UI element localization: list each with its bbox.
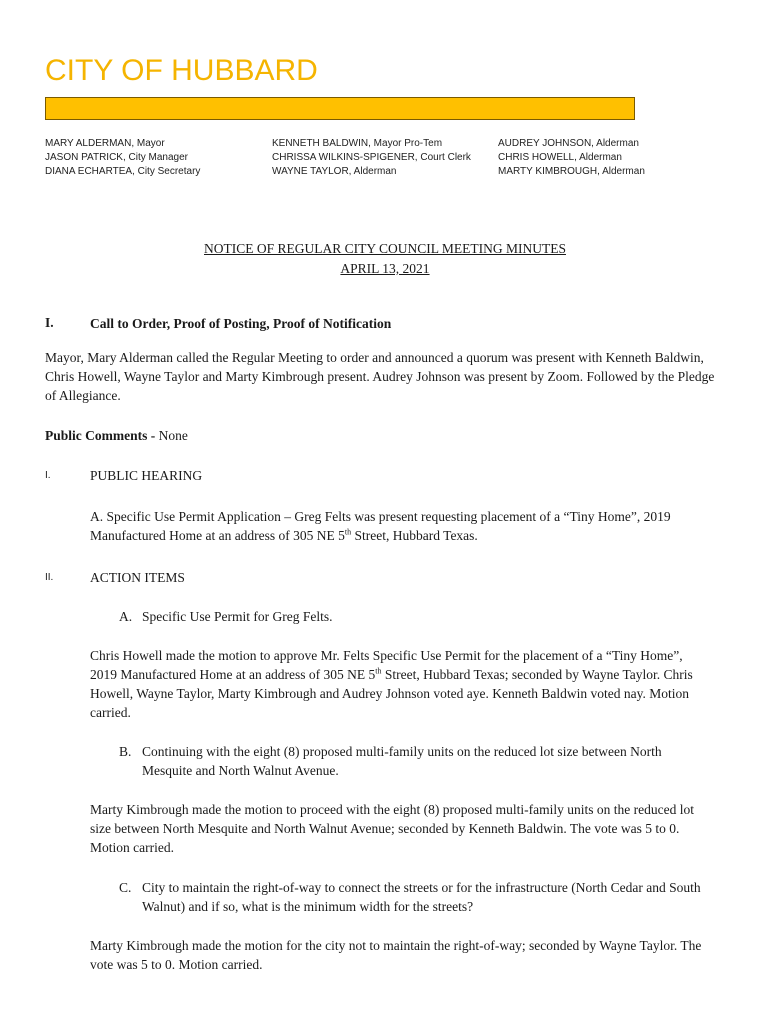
officials-column-3 [498, 137, 645, 179]
official-alderman-taylor: WAYNE TAYLOR, Alderman [272, 166, 397, 177]
official-alderman-howell: CHRIS HOWELL, Alderman [498, 152, 622, 163]
action-c-text: City to maintain the right-of-way to connect the streets or for the infrastructure (North Cedar and South Walnut) and if so, what is the minimum width for the streets? [142, 880, 701, 914]
hearing-item-a-text: A. Specific Use Permit Application – Greg Felts was present requesting placement of a “Tiny Home”, 2019 Manufactured Home at an address of 305 NE 5 [90, 509, 671, 543]
official-alderman-johnson: AUDREY JOHNSON, Alderman [498, 138, 639, 149]
official-mayor: MARY ALDERMAN, Mayor [45, 138, 165, 149]
action-c-label: C. [119, 880, 132, 895]
official-city-secretary: DIANA ECHARTEA, City Secretary [45, 166, 201, 177]
public-comments [45, 426, 188, 445]
notice-title: NOTICE OF REGULAR CITY COUNCIL MEETING MINUTES [204, 241, 566, 256]
actions-heading: ACTION ITEMS [90, 570, 185, 585]
action-a-motion-text: Chris Howell made the motion to approve Mr. Felts Specific Use Permit for the placement of a “Tiny Home”, 2019 Manufactured Home at an address of 305 NE 5 [90, 648, 683, 682]
public-comments-value: None [155, 428, 188, 443]
action-a-motion-sup: th [375, 666, 382, 676]
official-court-clerk: CHRISSA WILKINS-SPIGENER, Court Clerk [272, 152, 471, 163]
officials-column-1 [45, 137, 200, 179]
notice-date: APRIL 13, 2021 [340, 261, 430, 276]
action-c-motion: Marty Kimbrough made the motion for the city not to maintain the right-of-way; seconded by Wayne Taylor. The vote was 5 to 0. Motion carried. [90, 938, 702, 972]
action-a-text: Specific Use Permit for Greg Felts. [142, 609, 333, 624]
action-a-motion-tail: Street, Hubbard Texas; seconded by Wayne Taylor. Chris Howell, Wayne Taylor, Marty Kimbrough and Audrey Johnson voted aye. Kenneth Baldwin voted nay. Motion carried. [90, 667, 693, 720]
hearing-item-a-sup: th [344, 527, 352, 537]
official-city-manager: JASON PATRICK, City Manager [45, 152, 188, 163]
action-a-label: A. [119, 609, 133, 624]
official-alderman-kimbrough: MARTY KIMBROUGH, Alderman [498, 166, 645, 177]
officials-column-2 [272, 137, 471, 179]
action-b-label: B. [119, 744, 132, 759]
hearing-item-a [90, 507, 730, 545]
action-a-motion [90, 646, 710, 722]
action-b-text: Continuing with the eight (8) proposed multi-family units on the reduced lot size between North Mesquite and North Walnut Avenue. [142, 744, 662, 778]
city-title: CITY OF HUBBARD [45, 54, 318, 87]
section-1-numeral: I. [45, 315, 54, 330]
action-b-motion: Marty Kimbrough made the motion to proceed with the eight (8) proposed multi-family units on the reduced lot size between North Mesquite and North Walnut Avenue; seconded by Kenneth Baldwin. The vote was 5 to 0. Motion carried. [90, 802, 694, 855]
hearing-numeral: I. [45, 470, 51, 481]
section-1-body: Mayor, Mary Alderman called the Regular Meeting to order and announced a quorum was present with Kenneth Baldwin, Chris Howell, Wayne Taylor and Marty Kimbrough present. Audrey Johnson was present by Zoom. Followed by the Pledge of Allegiance. [45, 350, 715, 403]
hearing-item-a-tail: Street, Hubbard Texas. [351, 528, 478, 543]
actions-numeral: II. [45, 572, 54, 583]
public-comments-label: Public Comments - [45, 428, 156, 443]
official-mayor-pro-tem: KENNETH BALDWIN, Mayor Pro-Tem [272, 138, 443, 149]
section-1-heading: Call to Order, Proof of Posting, Proof of Notification [90, 316, 392, 331]
hearing-heading: PUBLIC HEARING [90, 468, 203, 483]
header-accent-bar [45, 97, 635, 120]
